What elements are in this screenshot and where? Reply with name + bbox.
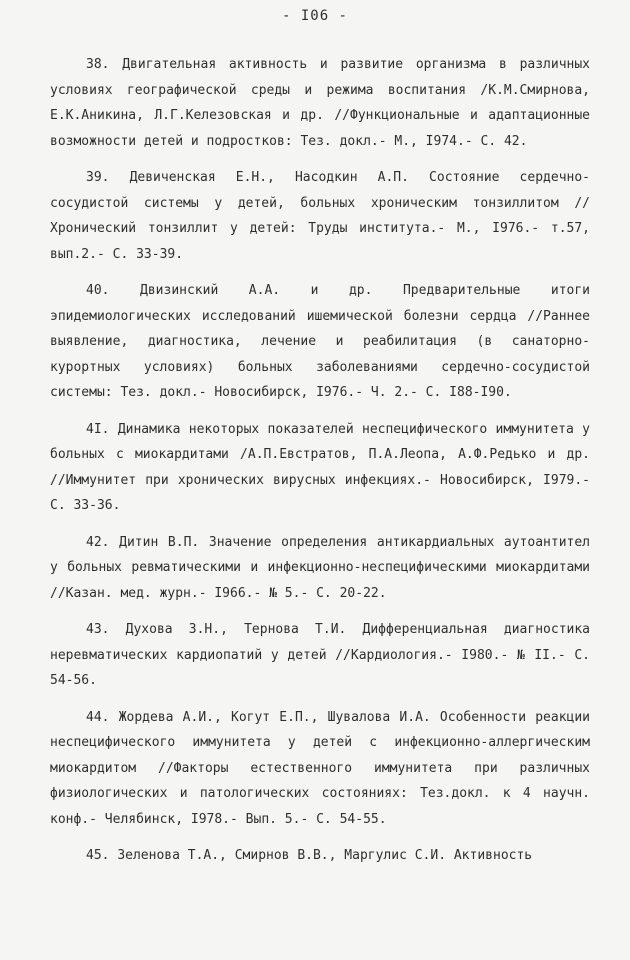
entry-text: Двигательная активность и развитие организма в различных условиях географической среды и режима воспитания /К.М.Смирнова, Е.К.Аникина, Л.Г.Келезовская и др. //Функциональные и адаптационные возможности детей и подростков: Тез. докл.- М., I974.- С. 42. (50, 57, 591, 149)
bibliography-list (50, 52, 590, 880)
entry-number: 4I. (86, 421, 110, 437)
entry-number: 42. (86, 534, 110, 550)
bibliography-entry (50, 278, 590, 406)
entry-number: 45. (86, 848, 110, 863)
entry-text: Динамика некоторых показателей неспецифического иммунитета у больных с миокардитами /А.П.Евстратов, П.А.Леопа, А.Ф.Редько и др. //Иммунитет при хронических вирусных инфекциях.- Новосибирск, I979.- С. 33-36. (50, 421, 590, 513)
entry-number: 43. (86, 622, 110, 637)
bibliography-entry (50, 52, 590, 154)
entry-text: Девиченская Е.Н., Насодкин А.П. Состояние сердечно-сосудистой системы у детей, больных хроническим тонзиллитом //Хронический тонзиллит у детей: Труды института.- М., I976.- т.57, вып.2.- С. 33-39. (50, 170, 591, 262)
entry-number: 44. (86, 709, 110, 725)
bibliography-entry (50, 417, 590, 519)
bibliography-entry (50, 705, 590, 833)
bibliography-entry (50, 617, 590, 694)
entry-number: 39. (86, 170, 110, 185)
bibliography-entry (50, 530, 590, 607)
entry-text: Дитин В.П. Значение определения антикардиальных аутоантител у больных ревматическими и инфекционно-неспецифическими миокардитами //Казан. мед. журн.- I966.- № 5.- С. 20-22. (50, 534, 591, 601)
bibliography-entry (50, 843, 590, 869)
entry-text: Жордева А.И., Когут Е.П., Шувалова И.А. Особенности реакции неспецифического иммунитета у детей с инфекционно-аллергическим миокардитом //Факторы естественного иммунитета при различных физиологических и патологических состояниях: Тез.докл. к 4 научн. конф.- Челябинск, I978.- Вып. 5.- С. 54-55. (50, 709, 591, 827)
bibliography-entry (50, 165, 590, 267)
entry-text: Духова З.Н., Тернова Т.И. Дифференциальная диагностика неревматических кардиопатий у детей //Кардиология.- I980.- № II.- С. 54-56. (50, 622, 591, 688)
page-number: - I06 - (281, 8, 348, 24)
entry-text: Зеленова Т.А., Смирнов В.В., Маргулис С.И. Активность (117, 848, 533, 863)
entry-text: Двизинский А.А. и др. Предварительные итоги эпидемиологических исследований ишемической болезни сердца //Раннее выявление, диагностика, лечение и реабилитация (в санаторно-курортных условиях) больных заболеваниями сердечно-сосудистой системы: Тез. докл.- Новосибирск, I976.- Ч. 2.- С. I88-I90. (50, 283, 591, 400)
entry-number: 38. (86, 57, 110, 72)
entry-number: 40. (86, 283, 110, 298)
